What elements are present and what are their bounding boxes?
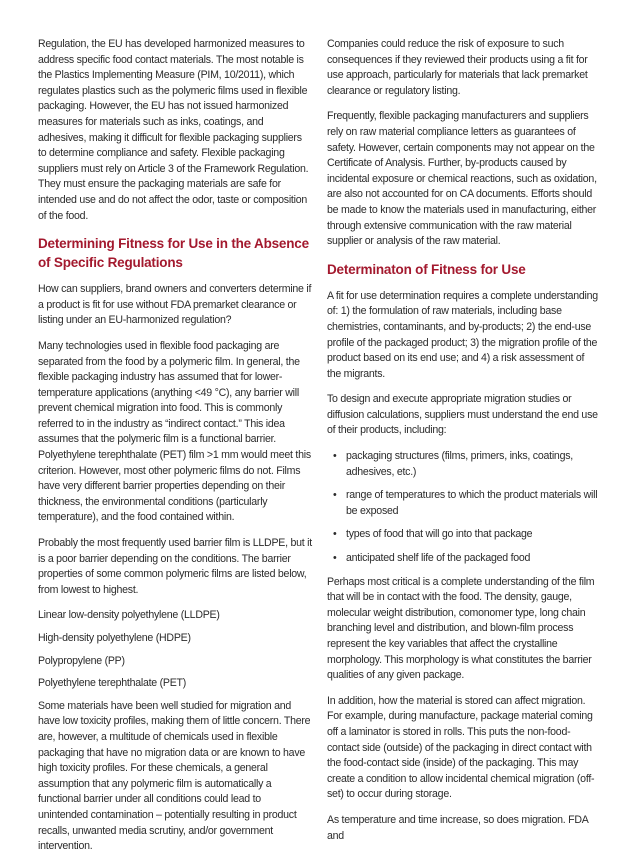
- bullet-item: [327, 449, 600, 480]
- right-column: [327, 37, 600, 854]
- film-list-item: Polyethylene terephthalate (PET): [38, 677, 187, 690]
- bullet-text: anticipated shelf life of the packaged food: [346, 552, 531, 565]
- bullet-icon: •: [333, 489, 337, 502]
- bullet-item: [327, 551, 600, 567]
- paragraph: In addition, how the material is stored can affect migration. For example, during manufacture, package material coming off a laminator is stored in rolls. This puts the non-food-contact side (outside) of the packaging in direct contact with the food-contact side (inside) of the packaging. This may create a condition to allow incidental chemical migration (off-set) to occur during storage.: [327, 694, 595, 801]
- paragraph: Frequently, flexible packaging manufacturers and suppliers rely on raw material compliance letters as guarantees of safety. However, certain components may not appear on the Certificate of Analysis. Further, by-products caused by incidental exposure or chemical reactions, such as oxidation, are also not accounted for on CA documents. Efforts should be made to know the materials used in manufacturing, either through extensive communication with the raw material supplier or analysis of the raw material.: [327, 110, 597, 248]
- bullet-icon: •: [333, 528, 337, 541]
- bullet-icon: •: [333, 450, 337, 463]
- paragraph: Regulation, the EU has developed harmonized measures to address specific food contact materials. The most notable is the Plastics Implementing Measure (PIM, 10/2011), which regulates plastics such as the polymeric films used in flexible packaging. However, the EU has not issued harmonized measures for materials such as inks, coatings, and adhesives, making it difficult for flexible packaging suppliers to determine compliance and safety. Flexible packaging suppliers must rely on Article 3 of the Framework Regulation. They must ensure the packaging materials are safe for intended use and do not affect the odor, taste or composition of the food.: [38, 38, 309, 222]
- paragraph: To design and execute appropriate migration studies or diffusion calculations, suppliers must understand the end use of their products, including:: [327, 393, 598, 437]
- paragraph: Some materials have been well studied for migration and have low toxicity profiles, making them of little concern. There are, however, a multitude of chemicals used in flexible packaging that have no migration data or are known to have high toxicity profiles. For these chemicals, a general assumption that any polymeric film is automatically a functional barrier under all conditions could lead to unintended contamination – potentially resulting in product recalls, unwanted media scrutiny, and/or government intervention.: [38, 699, 311, 853]
- film-list-item: High-density polyethylene (HDPE): [38, 632, 191, 644]
- paragraph: Companies could reduce the risk of exposure to such consequences if they reviewed their products using a fit for use approach, particularly for materials that lack premarket clearance or regulatory listing.: [327, 38, 588, 97]
- paragraph: Many technologies used in flexible food packaging are separated from the food by a polymeric film. In general, the flexible packaging industry has assumed that for lower-temperature applications (anything <49 °C), any barrier will prevent chemical migration into food. This is commonly referred to in the industry as “indirect contact.” This idea assumes that the polymeric film is a functional barrier. Polyethylene terephthalate (PET) film >1 mm would meet this criterion. However, most other polymeric films do not. Films have very different barrier properties depending on their thickness, the environmental conditions (particularly temperature), and the food contained within.: [38, 339, 311, 524]
- paragraph: Probably the most frequently used barrier film is LLDPE, but it is a poor barrier depending on the conditions. The barrier properties of some common polymeric films are listed below, from lowest to highest.: [38, 537, 312, 596]
- bullet-text: packaging structures (films, primers, inks, coatings, adhesives, etc.): [346, 450, 573, 478]
- section-heading: Determinaton of Fitness for Use: [327, 261, 526, 277]
- paragraph: A fit for use determination requires a complete understanding of: 1) the formulation of raw materials, including base chemistries, contaminants, and by-products; 2) the end-use profile of the packaged product; 3) the migration profile of the product based on its end use; and 4) a risk assessment of the migrants.: [327, 289, 598, 380]
- section-heading: Determining Fitness for Use in the Absence of Specific Regulations: [38, 236, 309, 271]
- left-column: [38, 37, 312, 865]
- paragraph: How can suppliers, brand owners and converters determine if a product is fit for use without FDA premarket clearance or listing under an EU-harmonized regulation?: [38, 283, 312, 327]
- film-list-item: Linear low-density polyethylene (LLDPE): [38, 609, 220, 622]
- bullet-item: [327, 527, 600, 543]
- bullet-text: range of temperatures to which the product materials will be exposed: [346, 489, 598, 517]
- paragraph: As temperature and time increase, so does migration. FDA and: [327, 813, 588, 842]
- end-use-bullet-list: [327, 449, 600, 567]
- bullet-icon: •: [333, 552, 337, 565]
- film-list-item: Polypropylene (PP): [38, 654, 125, 667]
- paragraph: Perhaps most critical is a complete understanding of the film that will be in contact with the food. The density, gauge, molecular weight distribution, comonomer type, long chain branching level and distribution, and blown-film process represent the key variables that affect the crystalline morphology. This morphology is what constitutes the barrier qualities of any given package.: [327, 575, 595, 682]
- bullet-text: types of food that will go into that package: [346, 528, 533, 541]
- bullet-item: [327, 488, 600, 519]
